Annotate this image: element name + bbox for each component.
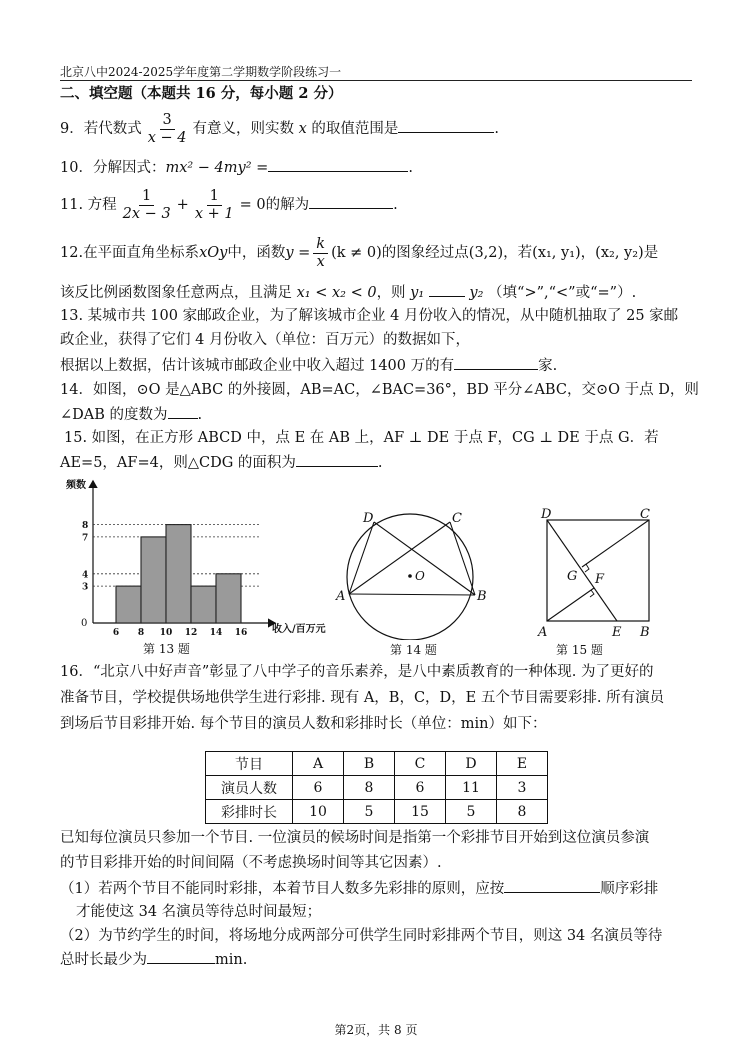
figure-14-caption: 第 14 题 [390,643,437,657]
question-text: 在平面直角坐标系 [83,245,200,261]
inequality: x₁ < x₂ < 0 [296,285,377,301]
histogram-figure-13 [60,475,360,640]
question-16-line-4: 已知每位演员只参加一个节目. 一位演员的候场时间是指第一个彩排节目开始到这位演员参演 [60,830,650,846]
question-16-line-3: 到场后节目彩排开始. 每个节目的演员人数和彩排时长（单位：min）如下： [60,716,547,732]
punctuation: . [393,197,398,213]
table-row-label: 彩排时长 [206,800,293,824]
fraction [145,112,190,147]
question-text: 根据以上数据，估计该城市邮政企业中收入超过 1400 万的有 [60,358,455,374]
x-tick-label: 6 [112,628,120,638]
answer-blank[interactable] [454,355,538,370]
segment-af [547,588,594,621]
table-header-cell: A [293,752,344,776]
table-cell: 15 [395,800,446,824]
answer-blank[interactable] [168,404,198,419]
label-b: B [640,625,650,640]
question-12-line-2 [60,282,636,303]
question-text: 家. [538,358,558,374]
table-cell: 6 [395,776,446,800]
question-16-part-2-cont [60,949,247,970]
fraction-numerator: 3 [160,112,175,130]
y-axis-label: 频数 [66,480,86,491]
function-lhs: y = [285,245,311,261]
answer-blank[interactable] [429,282,465,297]
histogram-bar [116,586,141,623]
question-text: 方程 [87,197,117,213]
table-header-cell: 节目 [206,752,293,776]
question-text: 的取值范围是 [311,121,399,137]
label-e: E [612,625,622,640]
question-10 [60,157,413,178]
question-12-line-1 [60,234,658,272]
label-g: G [567,569,578,584]
question-text: . [377,455,383,471]
segment-ad [349,522,374,594]
question-16-line-2: 准备节目，学校提供场地供学生进行彩排. 现有 A，B，C，D，E 五个节目需要彩排. 所有演员 [60,690,665,706]
table-header-cell: C [395,752,446,776]
segment-bd [374,522,475,595]
label-d: D [541,507,552,522]
segment-ab [349,594,475,595]
x-tick-label: 16 [234,628,248,638]
question-16-part-1-cont: 才能使这 34 名演员等待总时间最短； [76,904,322,920]
section-title: 二、填空题（本题共 16 分，每小题 2 分） [60,85,343,102]
table-cell: 11 [446,776,497,800]
square-figure-15 [535,503,665,640]
table-row-label: 演员人数 [206,776,293,800]
variable: y₂ [469,285,484,301]
answer-blank[interactable] [309,194,393,209]
label-f: F [595,572,605,587]
y-tick-label: 7 [82,533,89,544]
fraction-denominator: x − 4 [147,129,187,146]
answer-blank[interactable] [504,878,600,893]
operator: + [176,197,189,213]
question-15-line-1: 15. 如图，在正方形 ABCD 中，点 E 在 AB 上，AF ⊥ DE 于点 F，CG ⊥ DE 于点 G．若 [64,430,659,446]
question-number: 11. [60,197,84,213]
right-angle-g [585,564,589,572]
question-16-part-2: （2）为节约学生的时间，将场地分成两部分可供学生同时彩排两个节目，则这 34 名演员等待 [60,928,663,944]
segment-de [547,520,617,621]
table-row [206,800,548,824]
header-divider [60,80,692,81]
rehearsal-table [205,751,548,824]
label-d: D [363,511,374,526]
question-15-line-2 [60,452,383,473]
circle-figure-14 [335,500,495,640]
question-number: 9． [60,121,84,137]
question-text: . [197,407,203,423]
answer-blank[interactable] [296,452,378,467]
label-o: O [415,569,425,583]
question-text: 总时长最少为 [60,952,147,968]
question-number: 12. [60,245,84,261]
question-13-line-2: 政企业，获得了它们 4 月份收入（单位：百万元）的数据如下， [60,332,470,348]
answer-blank[interactable] [398,118,494,133]
question-text: （填“>”,“<”或“=”）. [488,285,637,301]
histogram-bar [141,537,166,623]
fraction [192,188,237,223]
square-abcd [547,520,649,621]
y-tick-label: 8 [82,521,89,532]
table-row [206,776,548,800]
figure-13-caption: 第 13 题 [143,642,190,656]
fraction-numerator: 1 [139,188,154,206]
figure-15-caption: 第 15 题 [556,643,603,657]
math-expression: mx² − 4my² = [165,160,269,176]
label-c: C [640,507,650,522]
x-tick-label: 12 [184,628,198,638]
fraction-denominator: 2x − 3 [122,205,171,222]
question-16-line-5: 的节目彩排开始的时间间隔（不考虑换场时间等其它因素）. [60,855,442,871]
y-tick-label: 4 [82,570,89,581]
page-footer: 第2页，共 8 页 [334,1023,418,1037]
table-header-cell: B [344,752,395,776]
point: (3,2) [468,245,504,261]
fraction-denominator: x [316,253,325,270]
segment-ac [349,522,450,594]
variable: y₁ [410,285,425,301]
table-cell: 8 [497,800,548,824]
question-text: 分解因式： [92,160,166,176]
fraction-denominator: x + 1 [194,205,234,222]
question-14-line-1: 14．如图，⊙O 是△ABC 的外接圆，AB=AC，∠BAC=36°，BD 平分∠ABC，交⊙O 于点 D，则 [60,382,699,398]
question-text: ，则 [376,285,406,301]
question-text: （1）若两个节目不能同时彩排，本着节目人数多先彩排的原则，应按 [60,881,505,897]
question-13-line-1: 13. 某城市共 100 家邮政企业，为了解该城市企业 4 月份收入的情况，从中随机抽取了 25 家邮 [60,308,679,324]
table-cell: 10 [293,800,344,824]
question-text: 的解为 [265,197,310,213]
y-tick-label: 3 [82,582,89,593]
table-header-cell: D [446,752,497,776]
question-text: 的图象经过点 [381,245,469,261]
table-header-cell: E [497,752,548,776]
fraction-numerator: 1 [207,188,222,206]
label-a: A [336,589,346,604]
question-text: 该反比例函数图象任意两点，且满足 [60,285,292,301]
x-tick-label: 10 [159,628,173,638]
punctuation: . [494,121,500,137]
center-point [408,574,412,578]
label-c: C [452,511,462,526]
equation-rhs: = 0 [239,197,266,213]
histogram-bar [216,574,241,623]
x-axis-label: 收入/百万元 [272,624,326,635]
punctuation: . [408,160,413,176]
question-14-line-2 [60,404,202,425]
table-header-row [206,752,548,776]
coordinate-system: xOy [199,245,228,261]
answer-blank[interactable] [147,949,215,964]
fraction [120,188,174,223]
table-cell: 3 [497,776,548,800]
table-cell: 8 [344,776,395,800]
fraction [313,236,328,271]
histogram-bar [191,586,216,623]
label-a: A [538,625,548,640]
question-16-part-1 [60,878,658,899]
question-number: 10． [60,160,93,176]
question-9 [60,110,499,148]
question-text: ∠DAB 的度数为 [60,407,168,423]
question-text: AE=5，AF=4，则△CDG 的面积为 [60,455,296,471]
table-cell: 6 [293,776,344,800]
origin-label: 0 [81,618,88,629]
exam-header: 北京八中2024-2025学年度第二学期数学阶段练习一 [60,65,342,79]
question-text: 若代数式 [83,121,142,137]
label-b: B [477,589,487,604]
x-tick-label: 8 [137,628,145,638]
segment-cg [582,520,649,567]
x-tick-label: 14 [209,628,223,638]
question-11 [60,186,398,224]
question-text: min. [215,952,248,968]
answer-blank[interactable] [268,157,408,172]
histogram-bar [166,525,191,623]
fraction-numerator: k [313,236,328,254]
question-text: 中，函数 [227,245,286,261]
table-cell: 5 [344,800,395,824]
question-16-line-1: 16．“北京八中好声音”彰显了八中学子的音乐素养，是八中素质教育的一种体现. 为了更好的 [60,664,654,680]
question-13-line-3 [60,355,557,376]
question-text: ，若(x₁, y₁)，(x₂, y₂)是 [503,245,659,261]
table-cell: 5 [446,800,497,824]
segment-bc [450,522,475,595]
question-text: 有意义，则实数 [192,121,295,137]
question-text: 顺序彩排 [600,881,659,897]
variable: x [298,121,307,137]
condition: (k ≠ 0) [331,245,382,261]
